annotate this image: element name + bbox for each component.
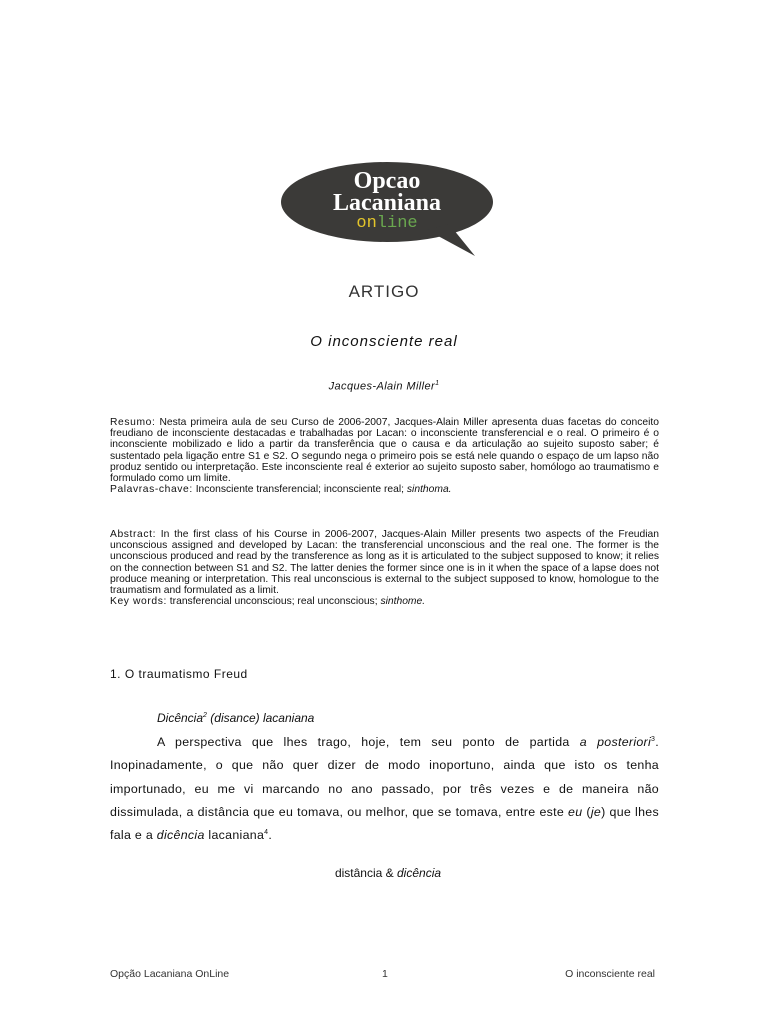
- footer-article-title: O inconsciente real: [565, 968, 655, 980]
- footer-journal: Opção Lacaniana OnLine: [110, 968, 230, 980]
- palavras-chave-lead: Palavras-chave:: [110, 484, 193, 496]
- body-paragraph: [110, 731, 659, 847]
- author-footnote-ref[interactable]: 1: [435, 380, 440, 387]
- abstract-paragraph: [110, 529, 659, 596]
- centered-line: [0, 866, 768, 880]
- p1-text: A perspectiva que lhes trago, hoje, tem seu ponto de partida: [157, 735, 580, 749]
- p1-eu: eu: [568, 804, 583, 819]
- palavras-chave-italic: sinthoma.: [406, 484, 452, 496]
- key-words: [110, 596, 659, 607]
- resumo-lead: Resumo:: [110, 417, 156, 428]
- section-heading: 1. O traumatismo Freud: [110, 667, 248, 681]
- p1-dicencia: dicência: [156, 828, 205, 843]
- p1-rest: . Inopinadamente, o que não quer dizer de modo inoportuno, ainda que isto os tenha importunado, eu me vi marcando no ano passado, por três vezes e de maneira não dissimulada, a distância que eu tomava, ou melhor, que se tomava, entre este: [110, 735, 659, 819]
- author-line: [0, 380, 768, 393]
- p1-paren-close: ) que lhes fala e a: [110, 804, 659, 843]
- centered-line-b: dicência: [397, 866, 442, 880]
- subheading-a: Dicência: [157, 711, 204, 725]
- logo: [277, 160, 497, 260]
- logo-line-3b: line: [376, 214, 418, 233]
- logo-line-3a: on: [356, 214, 377, 233]
- abstract-lead: Abstract:: [110, 529, 157, 540]
- article-title: O inconsciente real: [310, 333, 458, 350]
- footer-page-number: 1: [382, 968, 388, 980]
- p1-end-a: lacaniana: [204, 828, 265, 843]
- resumo-text: Nesta primeira aula de seu Curso de 2006-2007, Jacques-Alain Miller apresenta duas facetas do conceito freudiano de inconsciente destacadas e trabalhadas por Lacan: o inconsciente transferencial e o real. O primeiro é o inconsciente mobilizado e lido a partir da transferência que o causa e da articulação ao sujeito suposto saber; é sustentado pela ligação entre S1 e S2. O segundo nega o primeiro pois se está nele quando o espaço de um lapso não produz sentido ou interpretação. Este inconsciente real é exterior ao sujeito suposto saber, homólogo ao traumatismo e formulado como um limite.: [110, 417, 659, 485]
- palavras-chave-text: Inconsciente transferencial; inconsciente real;: [192, 484, 407, 496]
- resumo-paragraph: [110, 417, 659, 484]
- subheading-b: (disance) lacaniana: [206, 711, 315, 725]
- author-name: Jacques-Alain Miller: [328, 380, 436, 393]
- section-label-text: ARTIGO: [348, 282, 420, 301]
- footnote-ref-2[interactable]: 2: [203, 712, 207, 719]
- body-text: [110, 731, 659, 847]
- key-words-lead: Key words:: [110, 596, 167, 608]
- footnote-ref-4[interactable]: 4: [264, 829, 269, 837]
- key-words-italic: sinthome.: [380, 596, 426, 608]
- key-words-text: transferencial unconscious; real unconscious;: [166, 596, 381, 608]
- palavras-chave: [110, 484, 659, 495]
- p1-italic: a posteriori: [579, 735, 652, 749]
- logo-line-3: [356, 214, 417, 233]
- resumo-block: [110, 417, 659, 495]
- abstract-text: In the first class of his Course in 2006-2007, Jacques-Alain Miller presents two aspects of the Freudian unconscious assigned and developed by Lacan: the transferencial unconscious and the real one. The former is the unconscious produced and read by the transference as long as it is articulated to the subject supposed to know; it relies on the connection between S1 and S2. The latter denies the former since one is in it when the space of a lapse does not produce meaning or interpretation. This real unconscious is external to the subject supposed to know, homologue to the traumatism and formulated as a limit.: [110, 529, 659, 597]
- logo-line-1: Opcao: [353, 168, 421, 194]
- speech-bubble-logo-icon: [277, 160, 497, 260]
- p1-end-b: .: [268, 828, 273, 843]
- section-label: [0, 282, 768, 302]
- p1-je: je: [590, 804, 602, 819]
- p1-paren-open: (: [582, 804, 591, 819]
- subsection-heading: [157, 711, 314, 725]
- centered-line-a: distância &: [334, 866, 397, 880]
- logo-line-2: Lacaniana: [332, 190, 442, 216]
- abstract-block: [110, 529, 659, 607]
- footnote-ref-3[interactable]: 3: [651, 735, 656, 743]
